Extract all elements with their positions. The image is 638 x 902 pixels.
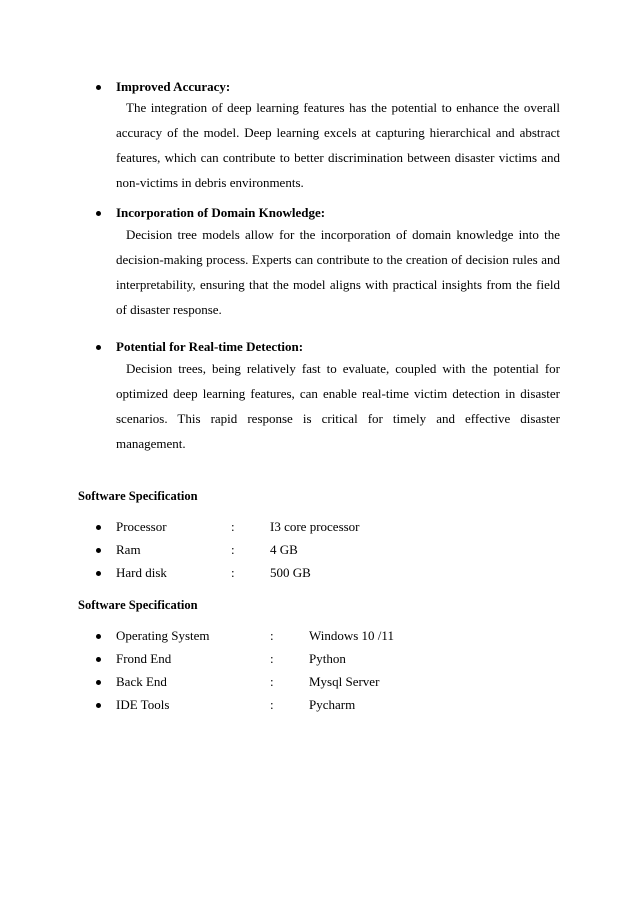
spec-separator: : — [270, 697, 274, 712]
spec-separator: : — [270, 628, 274, 643]
spec-label-ide-tools: IDE Tools — [116, 697, 170, 712]
spec-separator: : — [270, 651, 274, 666]
benefit-heading-real-time: Potential for Real-time Detection: — [116, 339, 304, 354]
spec-label-operating-system: Operating System — [116, 628, 210, 643]
spec-separator: : — [231, 519, 235, 534]
spec-value-front-end: Python — [309, 651, 346, 666]
spec-value-back-end: Mysql Server — [309, 674, 380, 689]
bullet-icon — [96, 525, 101, 530]
bullet-icon — [96, 680, 101, 685]
spec-label-back-end: Back End — [116, 674, 167, 689]
bullet-icon — [96, 571, 101, 576]
spec-value-ram: 4 GB — [270, 542, 298, 557]
benefit-text-real-time: Decision trees, being relatively fast to evaluate, coupled with the potential for optimized deep learning features, can enable real-time victim detection in disaster scenarios. This rapid response is critical for timely and effective disaster management. — [116, 361, 560, 451]
bullet-icon — [96, 634, 101, 639]
spec-separator: : — [231, 565, 235, 580]
spec-value-hard-disk: 500 GB — [270, 565, 311, 580]
bullet-icon — [96, 345, 101, 350]
software-spec-title: Software Specification — [78, 598, 198, 612]
spec-separator: : — [231, 542, 235, 557]
bullet-icon — [96, 211, 101, 216]
benefit-text-domain-knowledge: Decision tree models allow for the incorporation of domain knowledge into the decision-making process. Experts can contribute to the creation of decision rules and interpretability, ensuring that the model aligns with practical insights from the field of disaster response. — [116, 227, 560, 317]
bullet-icon — [96, 703, 101, 708]
bullet-icon — [96, 657, 101, 662]
bullet-icon — [96, 548, 101, 553]
spec-label-front-end: Frond End — [116, 651, 172, 666]
benefit-heading-accuracy: Improved Accuracy: — [116, 79, 231, 94]
spec-separator: : — [270, 674, 274, 689]
spec-value-ide-tools: Pycharm — [309, 697, 356, 712]
spec-value-processor: I3 core processor — [270, 519, 360, 534]
spec-value-operating-system: Windows 10 /11 — [309, 628, 394, 643]
hardware-spec-title: Software Specification — [78, 489, 198, 503]
bullet-icon — [96, 85, 101, 90]
spec-label-processor: Processor — [116, 519, 167, 534]
benefit-text-accuracy: The integration of deep learning features has the potential to enhance the overall accuracy of the model. Deep learning excels at capturing hierarchical and abstract features, which can contribute to better discrimination between disaster victims and non-victims in debris environments. — [116, 100, 560, 190]
benefit-heading-domain-knowledge: Incorporation of Domain Knowledge: — [116, 205, 326, 220]
spec-label-ram: Ram — [116, 542, 141, 557]
spec-label-hard-disk: Hard disk — [116, 565, 167, 580]
